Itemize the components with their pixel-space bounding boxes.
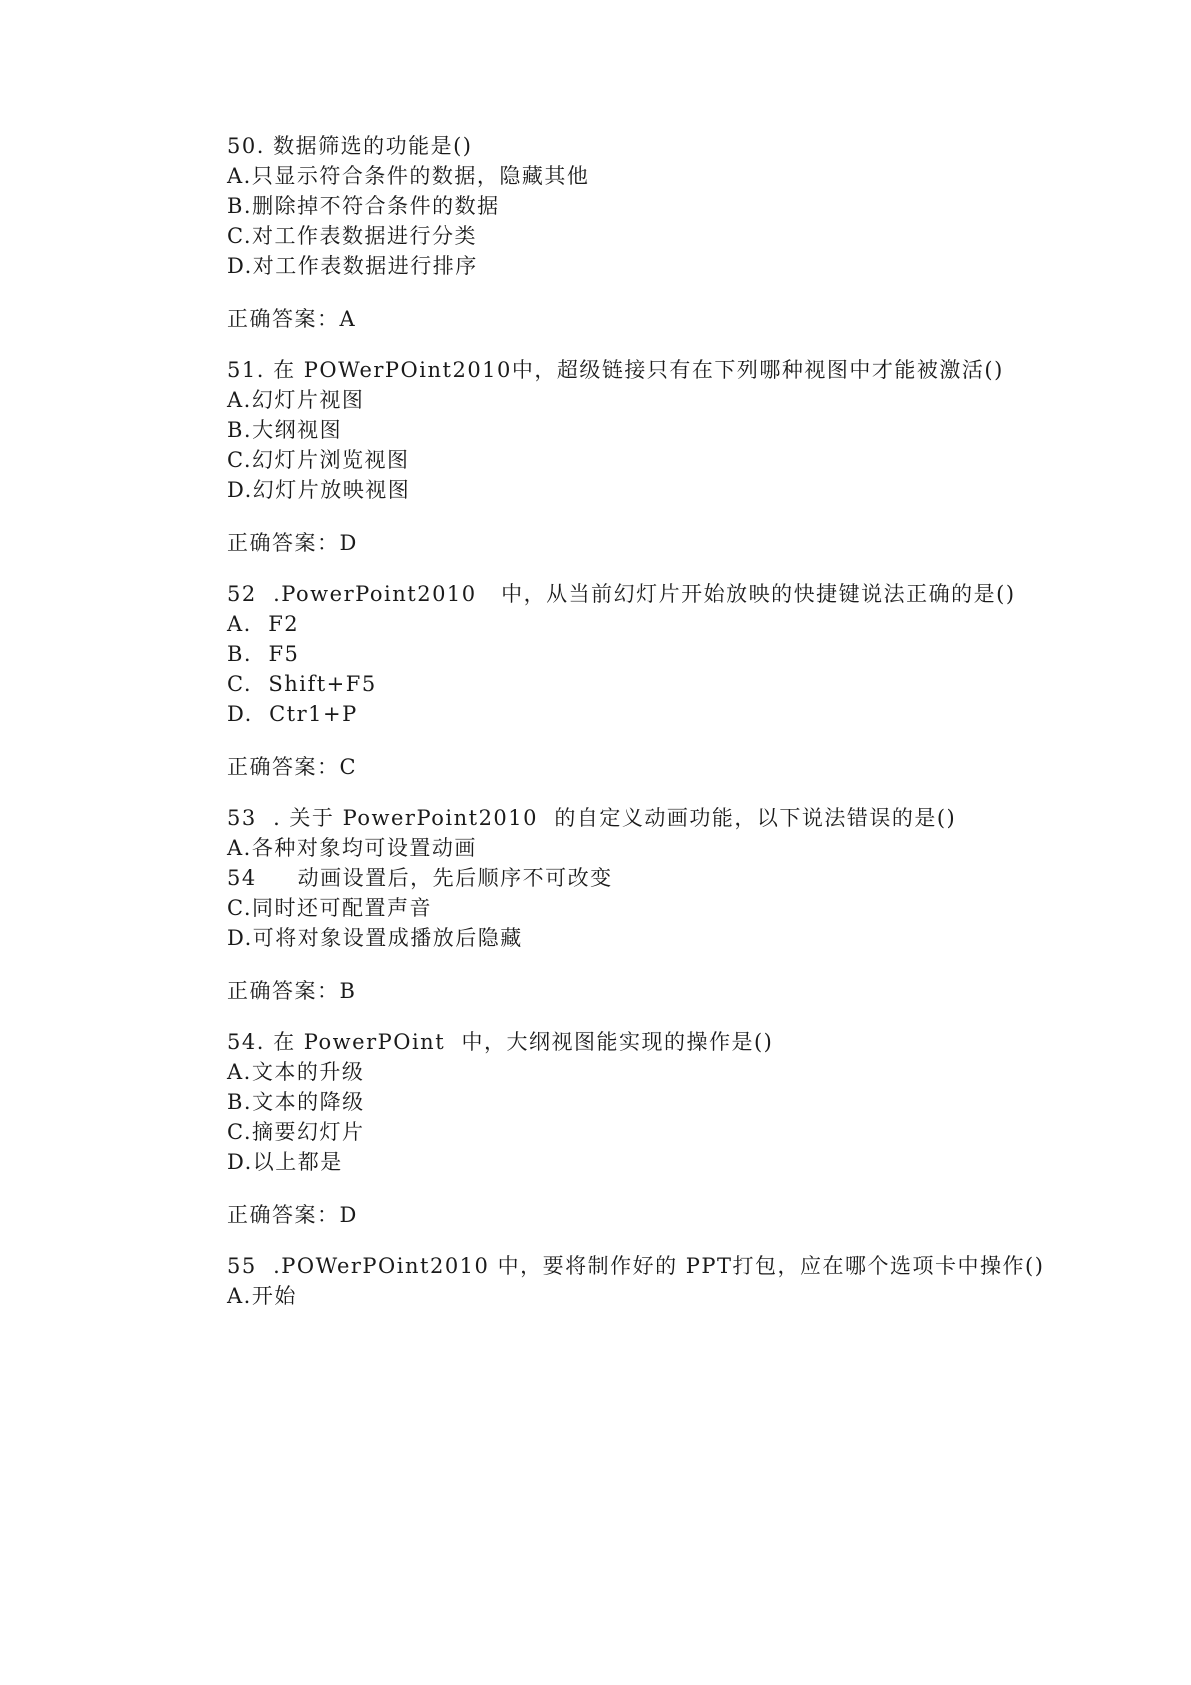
option-d: D.可将对象设置成播放后隐藏 bbox=[227, 926, 523, 950]
question-55 bbox=[227, 1251, 1127, 1311]
correct-answer: 正确答案：C bbox=[227, 755, 358, 779]
question-51 bbox=[227, 355, 1127, 559]
option-d: D.幻灯片放映视图 bbox=[227, 478, 411, 502]
option-c: C.摘要幻灯片 bbox=[227, 1120, 365, 1144]
question-stem: 50. 数据筛选的功能是() bbox=[227, 134, 473, 158]
correct-answer: 正确答案：A bbox=[227, 307, 357, 331]
question-stem: 55 .POWerPOint2010 中，要将制作好的 PPT打包，应在哪个选项卡中操作() bbox=[227, 1254, 1045, 1278]
question-stem: 52 .PowerPoint2010 中，从当前幻灯片开始放映的快捷键说法正确的是() bbox=[227, 582, 1016, 606]
option-b: B.删除掉不符合条件的数据 bbox=[227, 194, 500, 218]
question-stem: 53 . 关于 PowerPoint2010 的自定义动画功能，以下说法错误的是() bbox=[227, 806, 957, 830]
correct-answer: 正确答案：D bbox=[227, 1203, 358, 1227]
question-50 bbox=[227, 131, 1127, 335]
option-d: D.以上都是 bbox=[227, 1150, 343, 1174]
option-a: A.文本的升级 bbox=[227, 1060, 365, 1084]
question-53 bbox=[227, 803, 1127, 1007]
question-54 bbox=[227, 1027, 1127, 1231]
question-stem: 51. 在 POWerPOint2010中，超级链接只有在下列哪种视图中才能被激活() bbox=[227, 358, 1004, 382]
question-stem: 54. 在 PowerPOint 中，大纲视图能实现的操作是() bbox=[227, 1030, 774, 1054]
option-c: C.幻灯片浏览视图 bbox=[227, 448, 410, 472]
option-d: D.对工作表数据进行排序 bbox=[227, 254, 478, 278]
option-a: A.各种对象均可设置动画 bbox=[227, 836, 477, 860]
option-a: A. F2 bbox=[227, 612, 300, 636]
option-b: B. F5 bbox=[227, 642, 300, 666]
option-a: A.幻灯片视图 bbox=[227, 388, 365, 412]
correct-answer: 正确答案：B bbox=[227, 979, 357, 1003]
correct-answer: 正确答案：D bbox=[227, 531, 358, 555]
option-b: B.文本的降级 bbox=[227, 1090, 365, 1114]
option-b: B.大纲视图 bbox=[227, 418, 343, 442]
option-a: A.只显示符合条件的数据，隐藏其他 bbox=[227, 164, 590, 188]
option-c: C.同时还可配置声音 bbox=[227, 896, 432, 920]
question-52 bbox=[227, 579, 1127, 783]
option-b: 54 动画设置后，先后顺序不可改变 bbox=[227, 866, 613, 890]
option-c: C. Shift+F5 bbox=[227, 672, 377, 696]
question-list bbox=[227, 131, 1127, 1331]
option-c: C.对工作表数据进行分类 bbox=[227, 224, 477, 248]
option-d: D. Ctr1+P bbox=[227, 702, 358, 726]
option-a: A.开始 bbox=[227, 1284, 297, 1308]
